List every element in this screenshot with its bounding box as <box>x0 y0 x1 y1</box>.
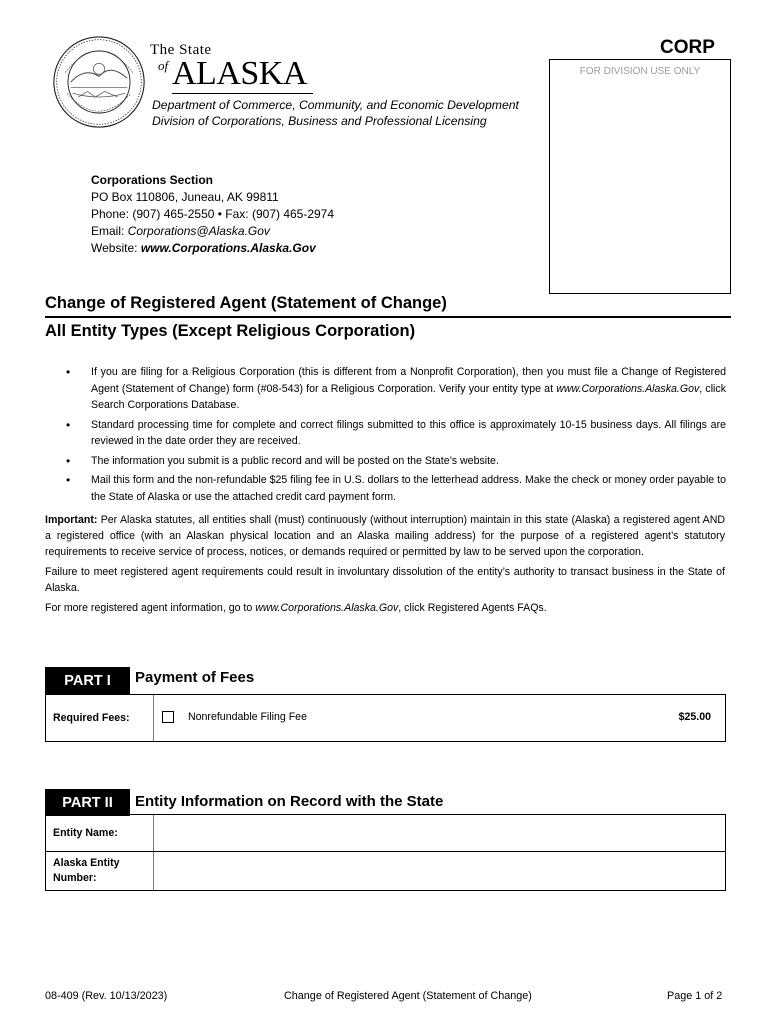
filing-fee-label: Nonrefundable Filing Fee <box>188 711 307 723</box>
entity-info-table <box>45 814 726 891</box>
division-use-box <box>549 59 731 294</box>
list-item: • Standard processing time for complete and correct filings submitted to this office is approximately 10-15 business days. All filings are reviewed in the date order they are received. <box>66 417 726 447</box>
corporations-link[interactable]: www.Corporations.Alaska.Gov <box>556 382 700 395</box>
corp-label: CORP <box>660 37 715 58</box>
fees-table <box>45 694 726 742</box>
footer-form-title: Change of Registered Agent (Statement of Change) <box>284 990 532 1002</box>
list-item: • The information you submit is a public record and will be posted on the State’s website. <box>66 453 499 468</box>
entity-number-row <box>46 852 725 890</box>
part-1-title: Payment of Fees <box>135 669 255 686</box>
footer-form-number: 08-409 (Rev. 10/13/2023) <box>45 990 168 1002</box>
form-subtitle: All Entity Types (Except Religious Corporation) <box>45 322 416 340</box>
entity-number-label: Alaska Entity Number: <box>46 852 154 890</box>
email-link[interactable]: Corporations@Alaska.Gov <box>127 224 270 238</box>
important-label: Important: <box>45 514 98 526</box>
part-1-tag: PART I <box>45 667 130 694</box>
important-notes <box>45 512 725 620</box>
department-line-1: Department of Commerce, Community, and Economic Development <box>152 98 519 112</box>
alaska-state-seal-icon <box>52 35 146 129</box>
filing-fee-checkbox[interactable] <box>162 711 174 723</box>
more-info-paragraph: For more registered agent information, go to www.Corporations.Alaska.Gov, click Registered Agents FAQs. <box>45 602 547 614</box>
bullet-icon: • <box>66 453 71 468</box>
entity-name-row <box>46 815 725 852</box>
address-block <box>91 172 334 257</box>
department-line-2: Division of Corporations, Business and Professional Licensing <box>152 114 487 128</box>
bullet-icon: • <box>66 417 71 432</box>
the-state-text: The State <box>150 42 212 58</box>
department-heading <box>152 97 519 129</box>
po-box: PO Box 110806, Juneau, AK 99811 <box>91 190 279 204</box>
filing-fee-amount: $25.00 <box>678 711 711 723</box>
alaska-wordmark: ALASKA <box>172 55 307 92</box>
bullet-icon: • <box>66 473 71 487</box>
email-line <box>91 223 334 240</box>
entity-name-field[interactable] <box>154 815 725 851</box>
of-text: of <box>158 58 169 73</box>
title-divider <box>45 316 731 318</box>
instruction-list <box>66 364 726 508</box>
list-item: • Mail this form and the non-refundable $25 filing fee in U.S. dollars to the letterhead address. Make the check or money order payable to the State of Alaska or use the attached credit card payment form. <box>66 473 726 503</box>
important-paragraph: Important: Per Alaska statutes, all entities shall (must) continuously (without interruption) maintain in this state (Alaska) a registered agent AND a registered office (with an Alaskan physical location and an Alaska mailing address) for the purpose of a registered agent’s statutory requirements to receive service of process, notices, or demands required or permitted by law to be served upon the corporation. <box>45 514 725 558</box>
division-use-label: FOR DIVISION USE ONLY <box>579 66 701 77</box>
website-link[interactable]: www.Corporations.Alaska.Gov <box>140 241 316 255</box>
footer-page-number: Page 1 of 2 <box>667 990 723 1002</box>
website-label: Website: <box>91 241 141 255</box>
faq-link[interactable]: www.Corporations.Alaska.Gov <box>255 602 399 614</box>
form-title: Change of Registered Agent (Statement of Change) <box>45 294 447 312</box>
required-fees-label: Required Fees: <box>46 695 154 741</box>
email-label: Email: <box>91 224 128 238</box>
list-item: • If you are filing for a Religious Corporation (this is different from a Nonprofit Corporation), then you must file a Change of Registered Agent (Statement of Change) form (#08-543) for a Religious Corporation. Verify your entity type at www.Corporations.Alaska.Gov, click Search Corporations Database. <box>66 365 727 411</box>
entity-name-label: Entity Name: <box>46 815 154 851</box>
state-logo <box>150 42 307 92</box>
wordmark-underline <box>172 93 313 94</box>
phone-fax: Phone: (907) 465-2550 • Fax: (907) 465-2974 <box>91 207 335 221</box>
part-2-title: Entity Information on Record with the State <box>135 793 444 810</box>
failure-paragraph: Failure to meet registered agent requirements could result in involuntary dissolution of the entity’s authority to transact business in the State of Alaska. <box>45 566 725 594</box>
bullet-icon: • <box>66 365 71 379</box>
part-2-tag: PART II <box>45 789 130 816</box>
section-name: Corporations Section <box>91 173 214 187</box>
website-line <box>91 240 334 257</box>
entity-number-field[interactable] <box>154 852 725 890</box>
